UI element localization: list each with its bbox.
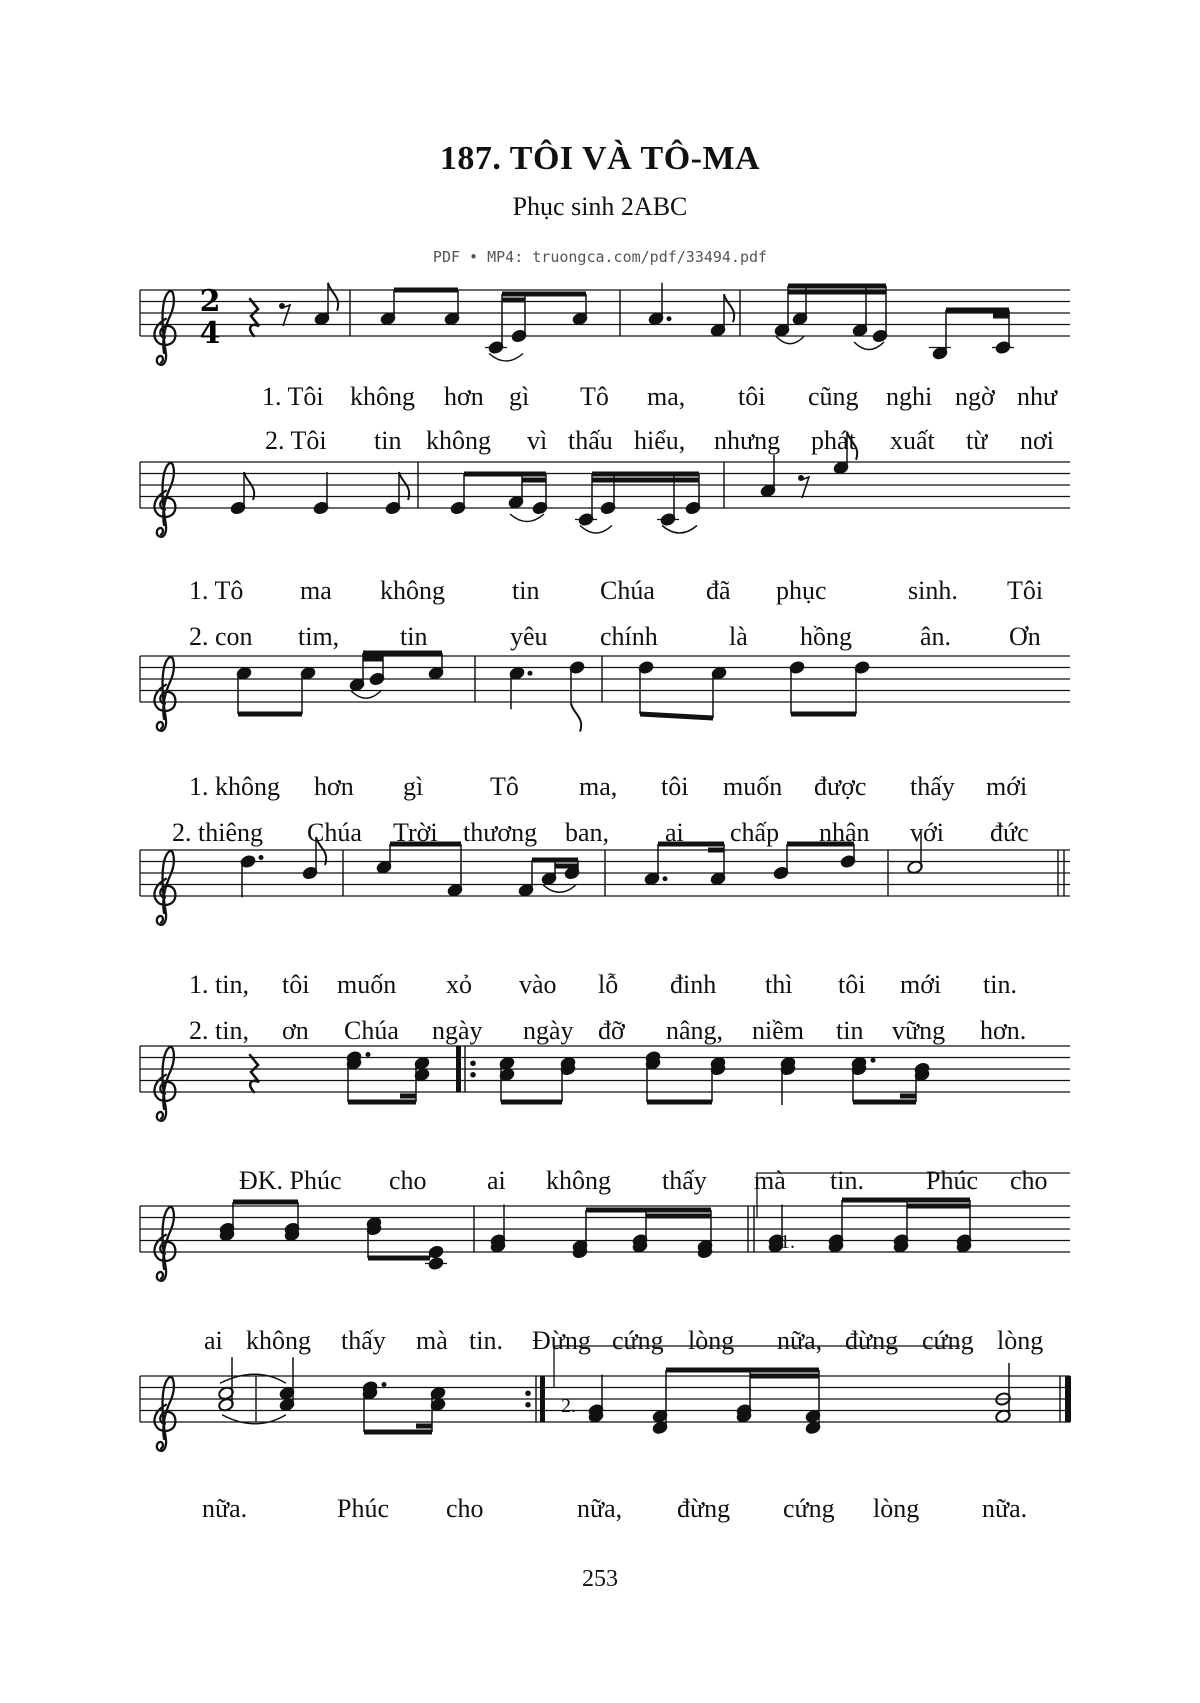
- beam: [993, 314, 1009, 319]
- lyric-syllable: ĐK. Phúc: [239, 1166, 342, 1195]
- lyric-syllable: không: [426, 426, 491, 455]
- lyric-syllable: cứng: [783, 1494, 835, 1523]
- lyric-syllable: không: [350, 382, 415, 411]
- lyric-syllable: cho: [1010, 1166, 1048, 1195]
- lyric-syllable: đức: [990, 818, 1029, 847]
- lyric-syllable: 2. con: [189, 622, 253, 651]
- lyric-syllable: tin.: [469, 1326, 503, 1355]
- lyric-syllable: đinh: [670, 970, 717, 999]
- lyric-syllable: ai: [665, 818, 684, 847]
- lyric-syllable: ma: [300, 576, 332, 605]
- note-flag: [571, 704, 581, 732]
- lyric-syllable: gì: [403, 772, 424, 801]
- lyric-syllable: hồng: [800, 622, 852, 651]
- final-barline: [1065, 1376, 1071, 1422]
- lyric-syllable: như: [1017, 382, 1058, 411]
- beam: [853, 1100, 916, 1105]
- lyric-syllable: hiểu,: [634, 426, 686, 455]
- beam: [368, 1256, 430, 1261]
- lyric-syllable: nữa.: [982, 1494, 1028, 1523]
- slur: [776, 336, 804, 344]
- repeat-dot: [525, 1390, 531, 1396]
- lyric-syllable: đã: [706, 576, 731, 605]
- lyric-syllable: chính: [600, 622, 658, 651]
- beam: [640, 712, 713, 721]
- lyric-syllable: nữa,: [777, 1326, 823, 1355]
- beam: [348, 1100, 416, 1105]
- repeat-start-barline: [456, 1046, 461, 1092]
- slur: [580, 526, 612, 534]
- slur: [351, 691, 381, 699]
- lyric-syllable: ai: [487, 1166, 506, 1195]
- ending-2-label: 2.: [561, 1395, 576, 1417]
- lyric-syllable: ban,: [565, 818, 610, 847]
- lyric-syllable: Ơn: [1009, 622, 1041, 651]
- augmentation-dot: [667, 316, 672, 321]
- beam: [900, 1094, 916, 1099]
- time-sig-top: 2: [199, 284, 221, 319]
- lyrics-system4-verse2: [0, 1016, 1200, 1052]
- lyric-syllable: tim,: [298, 622, 340, 651]
- slur: [854, 342, 884, 350]
- lyric-syllable: Tô: [490, 772, 519, 801]
- lyrics-system4-verse1: [0, 970, 1200, 1006]
- lyric-syllable: tin: [400, 622, 428, 651]
- lyric-syllable: ngờ: [955, 382, 995, 411]
- beam: [750, 1374, 819, 1379]
- lyric-syllable: tôi: [838, 970, 866, 999]
- lyric-syllable: thì: [765, 970, 793, 999]
- slur: [543, 885, 576, 893]
- lyrics-system3-verse2: [0, 818, 1200, 854]
- beam: [592, 472, 699, 477]
- beam: [532, 858, 578, 863]
- note-flag: [244, 472, 254, 500]
- lyric-syllable: đừng: [845, 1326, 899, 1355]
- lyric-syllable: cứng: [612, 1326, 664, 1355]
- beam: [394, 288, 458, 293]
- lyric-syllable: 1. tin,: [189, 970, 249, 999]
- song-subtitle: Phục sinh 2ABC: [512, 192, 688, 221]
- beam: [238, 712, 302, 717]
- lyric-syllable: nữa,: [577, 1494, 623, 1523]
- source-link[interactable]: PDF • MP4: truongca.com/pdf/33494.pdf: [432, 248, 768, 266]
- lyric-syllable: nhận: [819, 818, 870, 847]
- lyric-syllable: Chúa: [307, 818, 362, 847]
- lyric-syllable: nơi: [1020, 426, 1054, 455]
- lyric-syllable: chấp: [730, 818, 780, 847]
- lyric-syllable: cứng: [922, 1326, 974, 1355]
- repeat-dot: [470, 1060, 476, 1066]
- lyric-syllable: 2. thiêng: [172, 818, 263, 847]
- beam: [522, 478, 546, 483]
- lyric-syllable: tôi: [738, 382, 766, 411]
- lyric-syllable: niềm: [752, 1016, 804, 1045]
- lyric-syllable: tôi: [282, 970, 310, 999]
- lyric-syllable: Chúa: [344, 1016, 399, 1045]
- lyric-syllable: Tô: [580, 382, 609, 411]
- lyric-syllable: xỏ: [446, 970, 472, 999]
- lyric-syllable: cho: [389, 1166, 427, 1195]
- lyrics-system1-verse1: [0, 382, 1200, 418]
- beam: [501, 1100, 562, 1105]
- augmentation-dot: [382, 1382, 387, 1387]
- lyric-syllable: ngày: [432, 1016, 483, 1045]
- lyrics-system5-chorus: [0, 1166, 1200, 1202]
- eighth-rest: [279, 303, 285, 309]
- beam: [464, 472, 546, 477]
- lyrics-system2-verse2: [0, 622, 1200, 658]
- quarter-rest: [250, 299, 259, 336]
- beam: [666, 1368, 819, 1373]
- lyric-syllable: thấu: [568, 426, 613, 455]
- lyric-syllable: thấy: [662, 1166, 707, 1195]
- lyric-syllable: thấy: [341, 1326, 386, 1355]
- lyric-syllable: tin: [836, 1016, 864, 1045]
- augmentation-dot: [871, 1058, 876, 1063]
- beam: [416, 1424, 432, 1429]
- lyric-syllable: lỗ: [598, 970, 619, 999]
- note-flag: [399, 472, 409, 500]
- beam: [364, 1430, 432, 1435]
- lyric-syllable: nâng,: [666, 1016, 724, 1045]
- lyric-syllable: không: [380, 576, 445, 605]
- beam: [646, 1214, 711, 1219]
- lyric-syllable: thương: [463, 818, 538, 847]
- song-title: 187. TÔI VÀ TÔ-MA: [439, 140, 761, 177]
- beam: [946, 308, 1009, 313]
- beam: [788, 290, 886, 295]
- lyric-syllable: ma,: [579, 772, 618, 801]
- lyric-syllable: mà: [416, 1326, 448, 1355]
- lyric-syllable: lòng: [997, 1326, 1044, 1355]
- lyric-syllable: tôi: [661, 772, 689, 801]
- lyrics-system2-verse1: [0, 576, 1200, 612]
- beam: [555, 864, 578, 869]
- lyric-syllable: hơn: [444, 382, 484, 411]
- lyric-syllable: 1. không: [189, 772, 280, 801]
- lyric-syllable: vào: [519, 970, 557, 999]
- lyric-syllable: muốn: [337, 970, 397, 999]
- lyric-syllable: phục: [776, 576, 827, 605]
- note-flag: [724, 294, 734, 322]
- beam: [647, 1100, 712, 1105]
- lyrics-system3-verse1: [0, 772, 1200, 808]
- beam: [592, 478, 699, 483]
- lyric-syllable: tin.: [830, 1166, 864, 1195]
- eighth-rest: [798, 475, 804, 481]
- lyric-syllable: cho: [446, 1494, 484, 1523]
- note-flag: [328, 283, 338, 311]
- slur: [510, 514, 544, 522]
- lyric-syllable: mới: [986, 772, 1028, 801]
- lyric-syllable: không: [246, 1326, 311, 1355]
- lyric-syllable: Chúa: [600, 576, 655, 605]
- lyric-syllable: tin: [374, 426, 402, 455]
- lyric-syllable: vì: [527, 426, 548, 455]
- page-number: 253: [582, 1566, 618, 1592]
- lyric-syllable: mới: [900, 970, 942, 999]
- lyric-syllable: sinh.: [908, 576, 958, 605]
- augmentation-dot: [259, 855, 264, 860]
- eighth-rest: [801, 477, 809, 498]
- lyric-syllable: tin.: [983, 970, 1017, 999]
- beam: [502, 292, 586, 297]
- lyric-syllable: vững: [892, 1016, 946, 1045]
- lyric-syllable: nghi: [886, 382, 933, 411]
- lyric-syllable: với: [910, 818, 944, 847]
- beam: [400, 1094, 416, 1099]
- lyrics-system1-verse2: [0, 426, 1200, 462]
- lyric-syllable: phát: [811, 426, 856, 455]
- time-sig-bottom: 4: [199, 316, 221, 351]
- beam: [788, 284, 886, 289]
- lyric-syllable: 1. Tô: [189, 576, 244, 605]
- lyric-syllable: ngày: [523, 1016, 574, 1045]
- eighth-rest: [282, 305, 290, 326]
- augmentation-dot: [528, 671, 533, 676]
- lyric-syllable: ma,: [647, 382, 686, 411]
- lyric-syllable: là: [729, 622, 748, 651]
- lyric-syllable: hơn: [314, 772, 354, 801]
- lyric-syllable: thấy: [910, 772, 955, 801]
- lyric-syllable: Đừng: [532, 1326, 591, 1355]
- lyric-syllable: ơn: [282, 1016, 309, 1045]
- lyric-syllable: 1. Tôi: [262, 382, 324, 411]
- repeat-end-barline: [540, 1376, 545, 1422]
- lyric-syllable: lòng: [688, 1326, 735, 1355]
- lyric-syllable: 2. tin,: [189, 1016, 249, 1045]
- lyric-syllable: yêu: [510, 622, 548, 651]
- repeat-dot: [470, 1072, 476, 1078]
- lyric-syllable: đỡ: [598, 1016, 625, 1045]
- beam: [791, 712, 856, 717]
- lyric-syllable: hơn.: [980, 1016, 1027, 1045]
- ending-1-label: 1.: [780, 1231, 795, 1253]
- lyric-syllable: Tôi: [1007, 576, 1044, 605]
- repeat-dot: [525, 1402, 531, 1408]
- lyric-syllable: tin: [512, 576, 540, 605]
- beam: [586, 1208, 711, 1213]
- beam: [502, 298, 525, 303]
- lyric-syllable: gì: [509, 382, 530, 411]
- slur: [489, 354, 523, 362]
- augmentation-dot: [663, 876, 668, 881]
- augmentation-dot: [366, 1052, 371, 1057]
- lyric-syllable: Trời: [393, 818, 438, 847]
- lyric-syllable: muốn: [723, 772, 783, 801]
- quarter-rest: [250, 1055, 259, 1092]
- lyric-syllable: đừng: [677, 1494, 731, 1523]
- lyric-syllable: được: [814, 772, 867, 801]
- lyrics-system6-chorus: [0, 1326, 1200, 1362]
- lyric-syllable: không: [546, 1166, 611, 1195]
- lyric-syllable: từ: [966, 426, 988, 455]
- lyric-syllable: 2. Tôi: [265, 426, 327, 455]
- lyric-syllable: ân.: [920, 622, 952, 651]
- lyric-syllable: nữa.: [202, 1494, 248, 1523]
- lyrics-system7-chorus: [0, 1494, 1200, 1530]
- lyric-syllable: cũng: [808, 382, 859, 411]
- lyric-syllable: lòng: [873, 1494, 920, 1523]
- lyric-syllable: nhưng: [714, 426, 781, 455]
- lyric-syllable: Phúc: [337, 1494, 389, 1523]
- lyric-syllable: Phúc: [926, 1166, 978, 1195]
- slur: [662, 526, 697, 534]
- lyric-syllable: xuất: [890, 426, 935, 455]
- lyric-syllable: mà: [754, 1166, 786, 1195]
- lyric-syllable: ai: [204, 1326, 223, 1355]
- beam: [907, 1204, 970, 1209]
